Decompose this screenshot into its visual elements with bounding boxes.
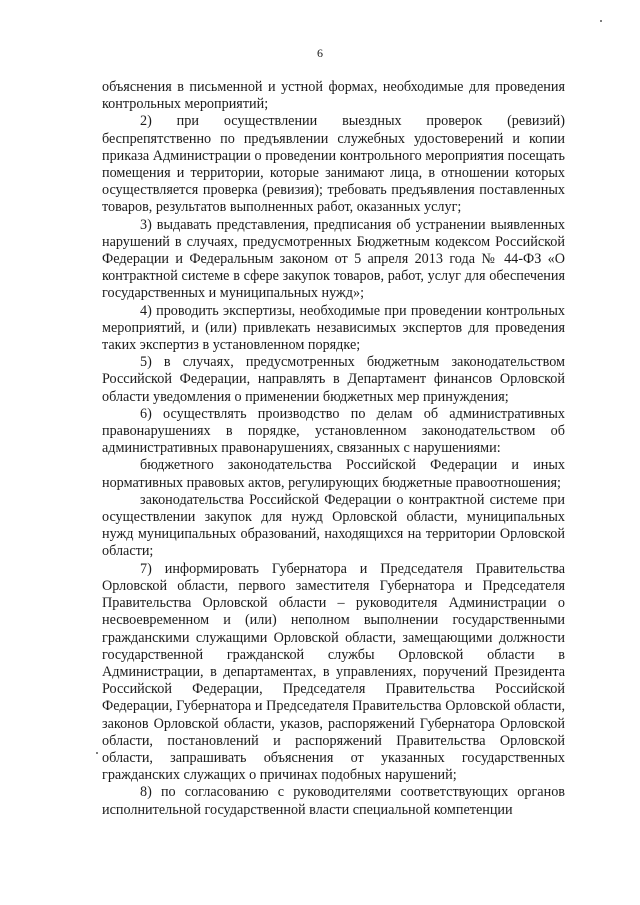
paragraph-item-4: 4) проводить экспертизы, необходимые при проведении контрольных мероприятий, и (или) привлекать независимых экспертов для проведения таких экспертиз в установленном порядке; bbox=[102, 302, 565, 354]
paragraph-item-6: 6) осуществлять производство по делам об административных правонарушениях в порядке, установленном законодательством об административных правонарушениях, связанных с нарушениями: bbox=[102, 405, 565, 457]
paragraph-item-8: 8) по согласованию с руководителями соответствующих органов исполнительной государственной власти специальной компетенции bbox=[102, 784, 565, 818]
paragraph-continuation: объяснения в письменной и устной формах, необходимые для проведения контрольных мероприятий; bbox=[102, 79, 565, 113]
paragraph-item-6-budget: бюджетного законодательства Российской Федерации и иных нормативных правовых актов, регулирующих бюджетные правоотношения; bbox=[102, 457, 565, 491]
document-body bbox=[102, 79, 565, 819]
paragraph-item-7: 7) информировать Губернатора и Председателя Правительства Орловской области, первого заместителя Губернатора и Председателя Правительства Орловской области – руководителя Администрации о несвоевременном и (или) неполном выполнении государственными гражданскими служащими Орловской области, замещающими должности государственной гражданской службы Орловской области в Администрации, в департаментах, в управлениях, поручений Президента Российской Федерации, Председателя Правительства Российской Федерации, Губернатора и Председателя Правительства Орловской области, законов Орловской области, указов, распоряжений Губернатора Орловской области, постановлений и распоряжений Правительства Орловской области, запрашивать объяснения от указанных государственных гражданских служащих о причинах подобных нарушений; bbox=[102, 560, 565, 784]
scan-speck bbox=[96, 752, 98, 754]
paragraph-item-6-contract: законодательства Российской Федерации о контрактной системе при осуществлении закупок для нужд Орловской области, муниципальных нужд муниципальных образований, находящихся на территории Орловской области; bbox=[102, 491, 565, 560]
paragraph-item-2: 2) при осуществлении выездных проверок (ревизий) беспрепятственно по предъявлении служебных удостоверений и копии приказа Администрации о проведении контрольного мероприятия посещать помещения и территории, которые занимают лица, в отношении которых осуществляется проверка (ревизия); требовать предъявления поставленных товаров, результатов выполненных работ, оказанных услуг; bbox=[102, 113, 565, 216]
scan-speck bbox=[600, 20, 602, 22]
paragraph-item-5: 5) в случаях, предусмотренных бюджетным законодательством Российской Федерации, направлять в Департамент финансов Орловской области уведомления о применении бюджетных мер принуждения; bbox=[102, 354, 565, 405]
page-number: 6 bbox=[317, 46, 323, 60]
paragraph-item-3: 3) выдавать представления, предписания об устранении выявленных нарушений в случаях, предусмотренных Бюджетным кодексом Российской Федерации и Федеральным законом от 5 апреля 2013 года № 44-ФЗ «О контрактной системе в сфере закупок товаров, работ, услуг для обеспечения государственных и муниципальных нужд»; bbox=[102, 216, 565, 302]
